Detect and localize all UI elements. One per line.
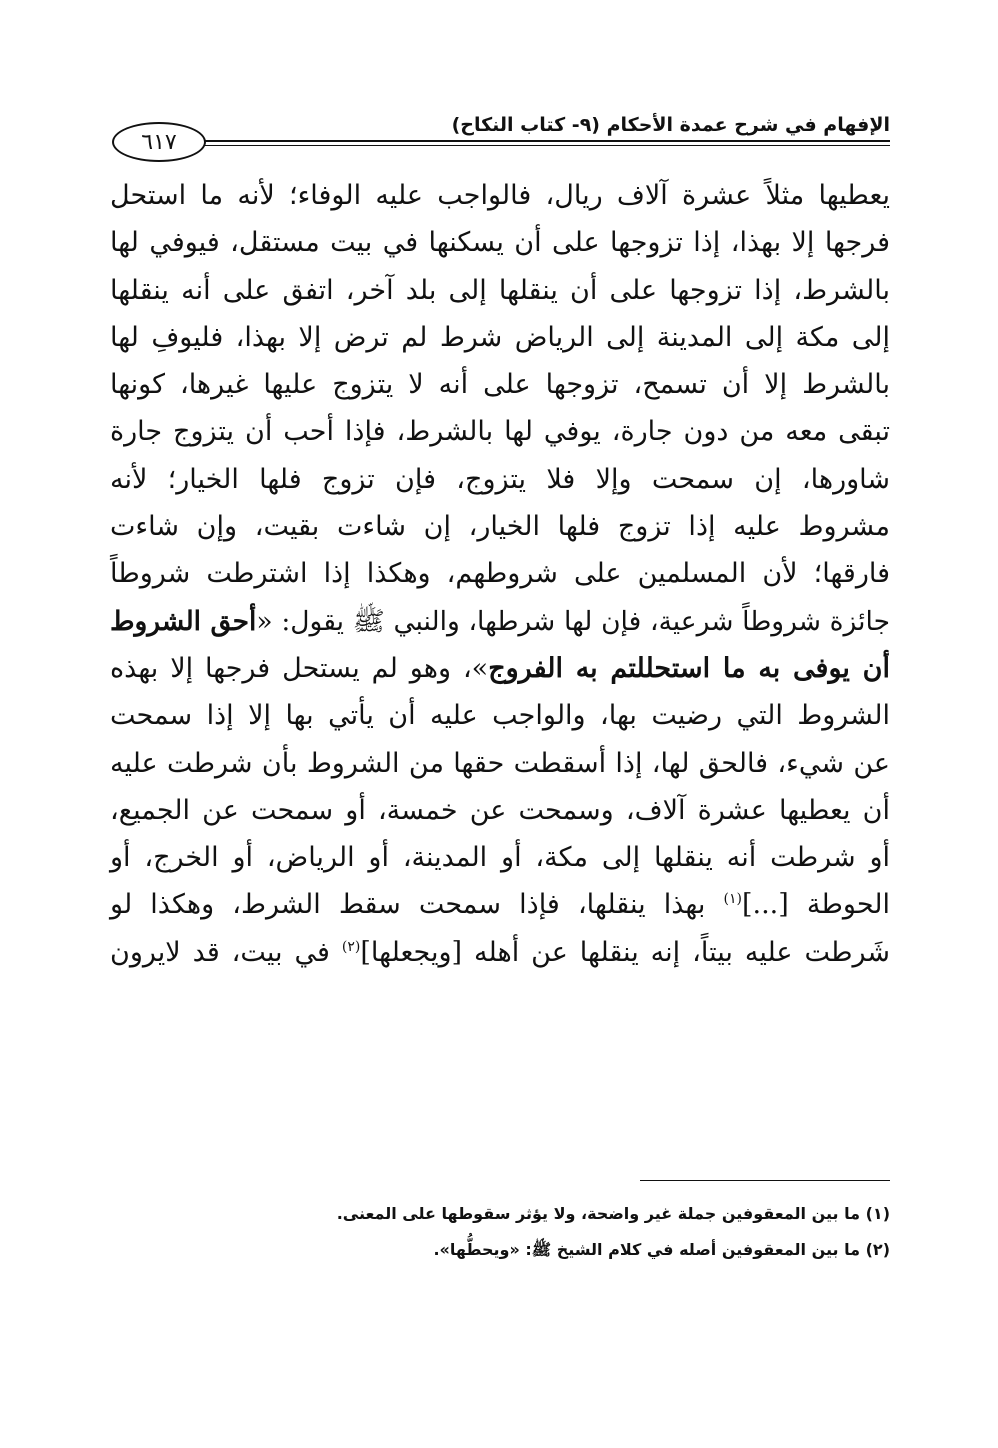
hadith-quote-bold: أحق الشروط [110, 605, 257, 637]
body-line: إلى مكة إلى المدينة إلى الرياض شرط لم ترض إلا بهذا، فليوفِ لها [110, 321, 890, 353]
body-text-normal: في بيت، قد لايرون [110, 936, 342, 968]
footnote-separator [640, 1180, 890, 1181]
body-text-normal: جائزة شروطاً شرعية، فإن لها شرطها، والنبي ﷺ يقول: « [256, 605, 890, 637]
header-rule [204, 140, 890, 142]
header-rule-thin [204, 145, 890, 146]
body-line: فارقها؛ لأن المسلمين على شروطهم، وهكذا إذا اشترطت شروطاً [110, 558, 890, 590]
page-header [112, 112, 890, 162]
footnotes [110, 1196, 890, 1268]
body-line: بالشرط، إذا تزوجها على أن ينقلها إلى بلد آخر، اتفق على أنه ينقلها [110, 274, 890, 306]
body-line: أو شرطت أنه ينقلها إلى مكة، أو المدينة، أو الرياض، أو الخرج، أو [110, 842, 890, 874]
body-text [110, 172, 890, 976]
body-line: تبقى معه من دون جارة، يوفي لها بالشرط، فإذا أحب أن يتزوج جارة [110, 416, 890, 448]
body-line-hadith-end [110, 645, 890, 692]
body-line: شاورها، إن سمحت وإلا فلا يتزوج، فإن تزوج فلها الخيار؛ لأنه [110, 463, 890, 495]
body-line: بالشرط إلا أن تسمح، تزوجها على أنه لا يتزوج عليها غيرها، كونها [110, 369, 890, 401]
body-line-hadith-start [110, 598, 890, 645]
body-text-normal: »، وهو لم يستحل فرجها إلا بهذه [110, 652, 489, 684]
body-line: الشروط التي رضيت بها، والواجب عليه أن يأتي بها إلا إذا سمحت [110, 700, 891, 732]
body-text-normal: الحوطة [...] [741, 889, 891, 921]
footnote-2: (٢) ما بين المعقوفين أصله في كلام الشيخ ﷺ: «ويحطُّها». [433, 1240, 890, 1259]
page-number: ٦١٧ [112, 122, 206, 162]
body-line-fn1 [110, 881, 890, 928]
hadith-quote-bold: أن يوفى به ما استحللتم به الفروج [488, 652, 890, 684]
body-line: عن شيء، فالحق لها، إذا أسقطت حقها من الشروط بأن شرطت عليه [110, 747, 890, 779]
footnote-ref-2[interactable]: (٢) [341, 938, 361, 955]
body-text-normal: بهذا ينقلها، فإذا سمحت سقط الشرط، وهكذا لو [110, 889, 724, 921]
body-line: أن يعطيها عشرة آلاف، وسمحت عن خمسة، أو سمحت عن الجميع، [110, 794, 890, 826]
body-text-normal: شَرطت عليه بيتاً، إنه ينقلها عن أهله [ويجعلها] [360, 936, 891, 968]
footnote-1: (١) ما بين المعقوفين جملة غير واضحة، ولا يؤثر سقوطها على المعنى. [336, 1204, 890, 1223]
running-title: الإفهام في شرح عمدة الأحكام (٩- كتاب النكاح) [451, 114, 890, 136]
body-line-fn2 [110, 929, 890, 976]
body-line: فرجها إلا بهذا، إذا تزوجها على أن يسكنها في بيت مستقل، فيوفي لها [110, 227, 890, 259]
footnote-ref-1[interactable]: (١) [723, 891, 742, 908]
body-line: مشروط عليه إذا تزوج فلها الخيار، إن شاءت بقيت، وإن شاءت [110, 511, 890, 543]
body-line: يعطيها مثلاً عشرة آلاف ريال، فالواجب عليه الوفاء؛ لأنه ما استحل [110, 180, 890, 211]
